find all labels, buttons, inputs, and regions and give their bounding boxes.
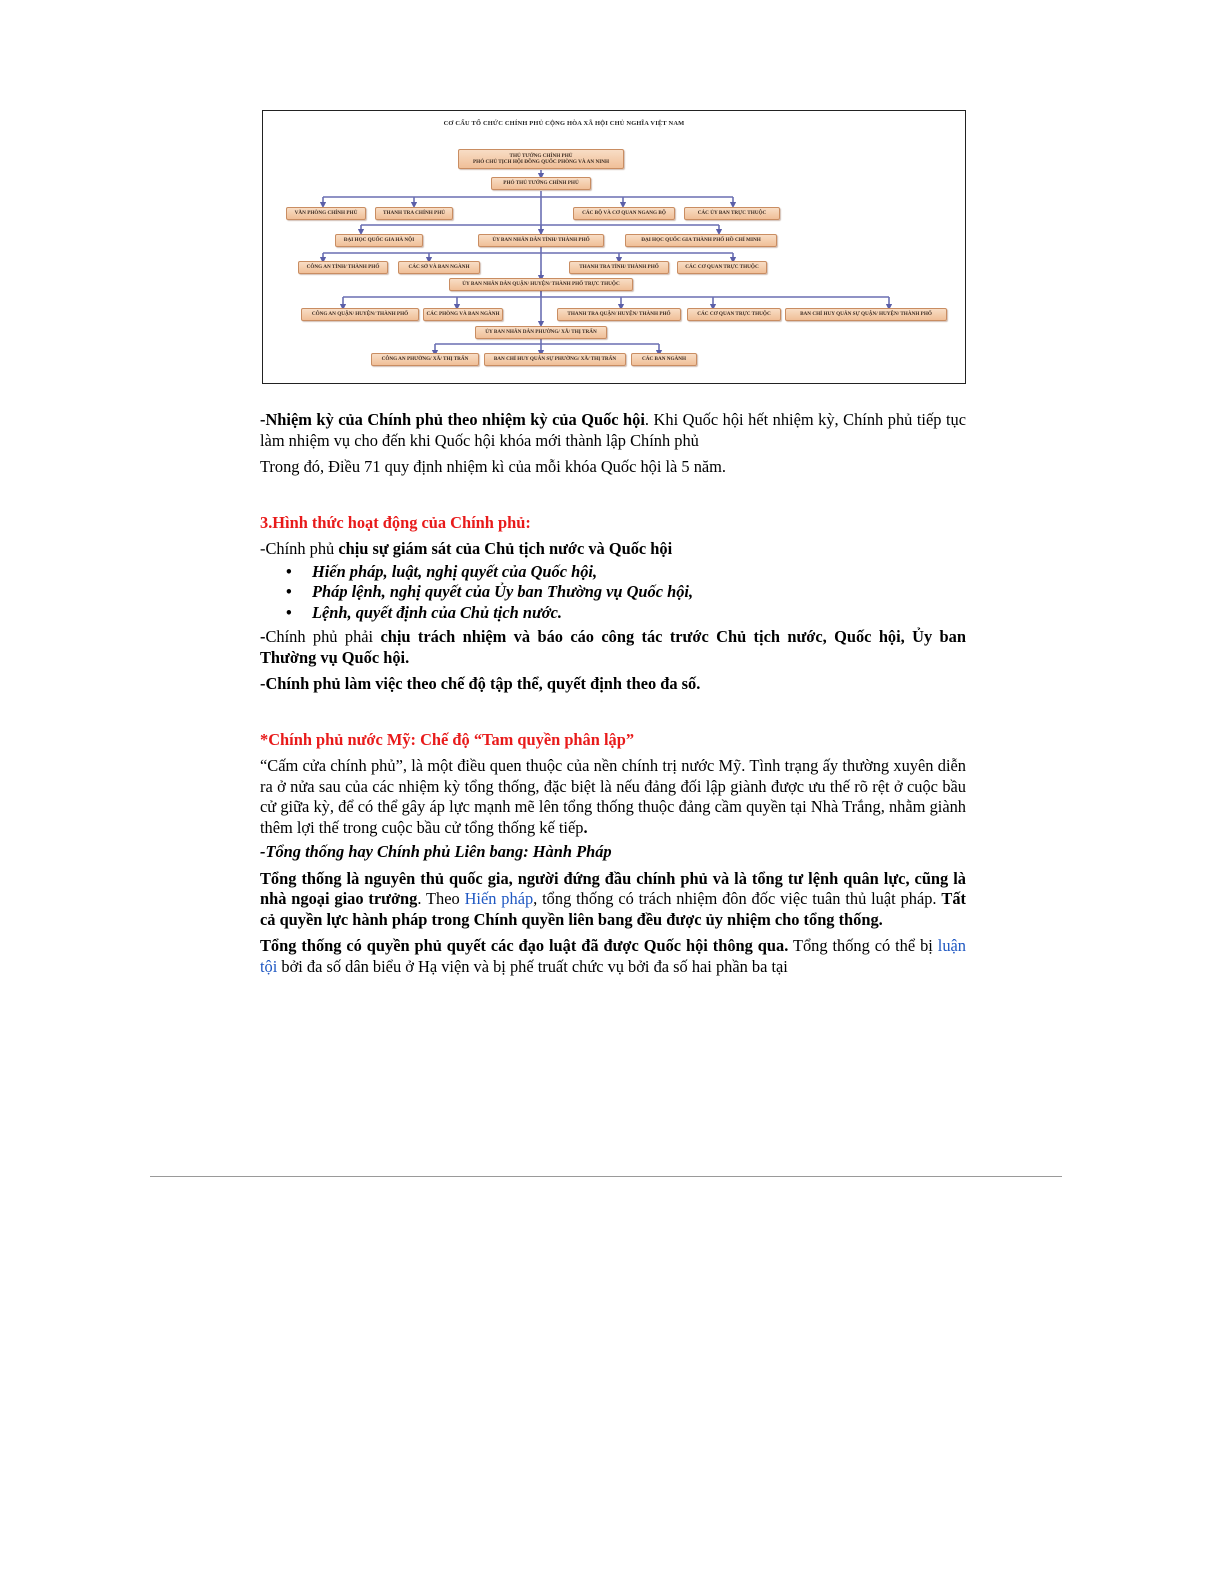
node-ministries: CÁC BỘ VÀ CƠ QUAN NGANG BỘ — [573, 207, 675, 220]
list-item — [286, 603, 966, 624]
node-district-military: BAN CHỈ HUY QUÂN SỰ QUẬN/ HUYỆN/ THÀNH PHỐ — [785, 308, 947, 321]
list-item-text: Pháp lệnh, nghị quyết của Ủy ban Thường vụ Quốc hội, — [312, 582, 694, 601]
heading-operation-form: 3.Hình thức hoạt động của Chính phủ: — [260, 512, 531, 532]
node-ward-departments: CÁC BAN NGÀNH — [631, 353, 697, 366]
paragraph-president-role — [260, 869, 966, 931]
node-government-office: VĂN PHÒNG CHÍNH PHỦ — [286, 207, 366, 220]
responsibility-bold: chịu trách nhiệm và báo cáo công tác trước Chủ tịch nước, Quốc hội, Ủy ban Thường vụ Quốc hội. — [260, 627, 966, 667]
node-prime-minister-line2: PHÓ CHỦ TỊCH HỘI ĐỒNG QUỐC PHÒNG VÀ AN NINH — [473, 159, 609, 165]
node-provincial-agencies: CÁC CƠ QUAN TRỰC THUỘC — [677, 261, 767, 274]
org-chart-figure — [262, 110, 966, 384]
node-district-offices: CÁC PHÒNG VÀ BAN NGÀNH — [423, 308, 503, 321]
impeachment-link[interactable]: luận tội — [260, 936, 966, 976]
paragraph-shutdown — [260, 756, 966, 838]
heading-us-government: *Chính phủ nước Mỹ: Chế độ “Tam quyền phân lập” — [260, 729, 635, 749]
president-role-bold: Tổng thống là nguyên thủ quốc gia, người đứng đầu chính phủ và là tổng tư lệnh quân lực, cũng là nhà ngoại giao trưởng — [260, 868, 966, 908]
document-body — [260, 410, 966, 977]
node-district-committee: ỦY BAN NHÂN DÂN QUẬN/ HUYỆN/ THÀNH PHỐ TRỰC THUỘC — [449, 278, 633, 291]
responsibility-prefix: Chính phủ phải — [265, 627, 381, 646]
node-provincial-inspectorate: THANH TRA TỈNH/ THÀNH PHỐ — [569, 261, 669, 274]
term-rest-text: . Khi Quốc hội hết nhiệm kỳ, Chính phủ tiếp tục làm nhiệm vụ cho đến khi Quốc hội khóa mới thành lập Chính phủ — [260, 410, 966, 450]
paragraph-responsibility — [260, 627, 966, 668]
node-provincial-departments: CÁC SỞ VÀ BAN NGÀNH — [398, 261, 480, 274]
veto-bold: Tổng thống có quyền phủ quyết các đạo luật đã được Quốc hội thông qua. — [260, 936, 789, 955]
node-provincial-police: CÔNG AN TỈNH/ THÀNH PHỐ — [298, 261, 388, 274]
list-item-text: Hiến pháp, luật, nghị quyết của Quốc hội, — [312, 561, 598, 581]
node-district-agencies: CÁC CƠ QUAN TRỰC THUỘC — [687, 308, 781, 321]
node-district-inspectorate: THANH TRA QUẬN/ HUYỆN/ THÀNH PHỐ — [557, 308, 681, 321]
node-provincial-committee: ỦY BAN NHÂN DÂN TỈNH/ THÀNH PHỐ — [478, 234, 604, 247]
paragraph-term — [260, 410, 966, 451]
node-vnu-hcm: ĐẠI HỌC QUỐC GIA THÀNH PHỐ HỒ CHÍ MINH — [625, 234, 777, 247]
node-ward-military: BAN CHỈ HUY QUÂN SỰ PHƯỜNG/ XÃ/ THỊ TRẤN — [484, 353, 626, 366]
heading-executive: -Tổng thống hay Chính phủ Liên bang: Hành Pháp — [260, 842, 612, 861]
paragraph-veto — [260, 936, 966, 977]
org-chart-title: CƠ CẤU TỔ CHỨC CHÍNH PHỦ CỘNG HÒA XÃ HỘI CHỦ NGHĨA VIỆT NAM — [443, 120, 685, 127]
list-item — [286, 582, 966, 603]
list-item-text: Lệnh, quyết định của Chủ tịch nước. — [312, 602, 562, 622]
node-prime-minister — [458, 149, 624, 169]
node-district-police: CÔNG AN QUẬN/ HUYỆN/ THÀNH PHỐ — [301, 308, 419, 321]
responsibility-dash: - — [260, 627, 266, 646]
supervision-list — [260, 562, 966, 624]
constitution-link[interactable]: Hiến pháp — [464, 889, 534, 908]
bullet-icon: • — [286, 602, 292, 622]
page-divider — [150, 1176, 1062, 1177]
node-affiliated-committees: CÁC ỦY BAN TRỰC THUỘC — [684, 207, 780, 220]
supervision-bold: chịu sự giám sát của Chủ tịch nước và Quốc hội — [338, 539, 673, 558]
shutdown-text: “Cấm cửa chính phủ”, là một điều quen thuộc của nền chính trị nước Mỹ. Tình trạng ấy thường xuyên diễn ra ở nửa sau của các nhiệm kỳ tổng thống, đặc biệt là nếu đảng đối lập giành được ưu thế rõ rệt ở cuộc bầu cử giữa kỳ, để có thể gây áp lực mạnh mẽ lên tổng thống thuộc đảng cầm quyền tại Nhà Trắng, nhằm giành thêm lợi thế trong cuộc bầu cử tổng thống kế tiếp — [260, 756, 966, 837]
president-role-text2: , tổng thống có trách nhiệm đôn đốc việc tuân thủ luật pháp. — [533, 889, 942, 908]
node-prime-minister-line1: THỦ TƯỚNG CHÍNH PHỦ — [509, 152, 573, 159]
paragraph-collective: -Chính phủ làm việc theo chế độ tập thể, quyết định theo đa số. — [260, 674, 701, 693]
node-government-inspectorate: THANH TRA CHÍNH PHỦ — [375, 207, 453, 220]
paragraph-supervision — [260, 539, 966, 560]
list-item — [286, 562, 966, 583]
node-ward-police: CÔNG AN PHƯỜNG/ XÃ/ THỊ TRẤN — [371, 353, 479, 366]
term-bold-text: -Nhiệm kỳ của Chính phủ theo nhiệm kỳ của Quốc hội — [260, 410, 645, 429]
president-role-text1: . Theo — [417, 889, 465, 908]
paragraph-term-note: Trong đó, Điều 71 quy định nhiệm kì của mỗi khóa Quốc hội là 5 năm. — [260, 457, 727, 476]
veto-text2: bởi đa số dân biểu ở Hạ viện và bị phế truất chức vụ bởi đa số hai phần ba tại — [277, 956, 788, 976]
bullet-icon: • — [286, 582, 292, 601]
supervision-prefix: -Chính phủ — [260, 539, 339, 558]
shutdown-end: . — [583, 817, 588, 837]
president-role-bold2: Tất cả quyền lực hành pháp trong Chính quyền liên bang đều được ủy nhiệm cho tổng thống. — [260, 889, 966, 929]
bullet-icon: • — [286, 561, 292, 581]
node-deputy-prime-minister: PHÓ THỦ TƯỚNG CHÍNH PHỦ — [491, 177, 591, 190]
node-ward-committee: ỦY BAN NHÂN DÂN PHƯỜNG/ XÃ/ THỊ TRẤN — [475, 326, 607, 339]
veto-text1: Tổng thống có thể bị — [788, 936, 938, 955]
node-vnu-hanoi: ĐẠI HỌC QUỐC GIA HÀ NỘI — [335, 234, 423, 247]
